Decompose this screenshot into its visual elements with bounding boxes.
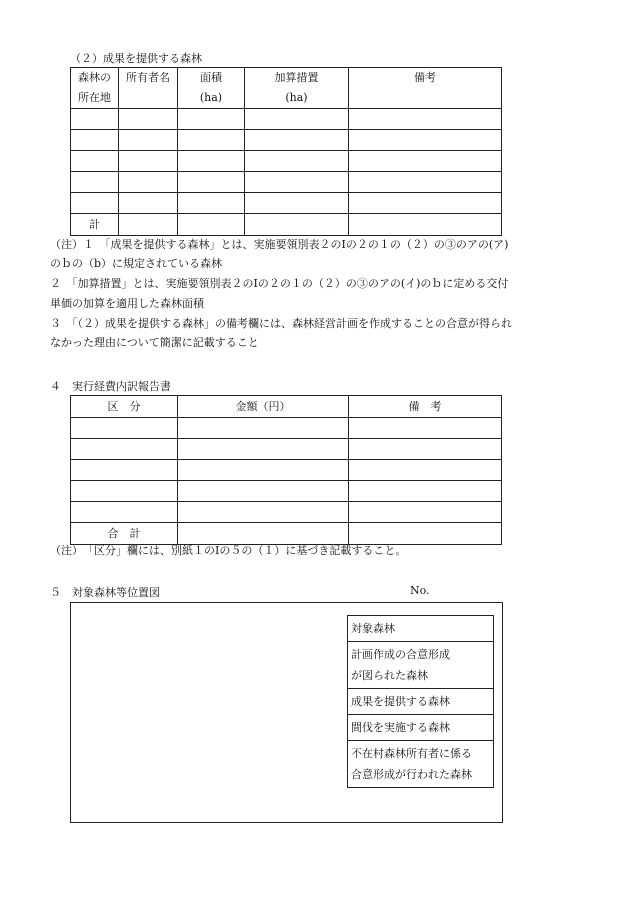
table-row [71, 172, 502, 193]
number-label: No. [410, 584, 430, 597]
note-2-line-1: ２ 「加算措置」とは、実施要領別表２のⅠの２の１の（２）の③のアの(イ)のｂに定める交付 [50, 277, 509, 290]
table-row [71, 502, 502, 523]
remarks-header: 備 考 [349, 396, 502, 418]
legend-target-forest: 対象森林 [348, 616, 494, 642]
legend-consensus-forest: 計画作成の合意形成 が図られた森林 [348, 642, 494, 689]
owner-header: 所有者名 [119, 68, 178, 109]
legend-thinning-forest: 間伐を実施する森林 [348, 715, 494, 741]
table-row [71, 418, 502, 439]
area-header: 面積 (ha) [178, 68, 245, 109]
legend-absentee-forest: 不在村森林所有者に係る 合意形成が行われた森林 [348, 741, 494, 788]
expense-section-title: ４ 実行経費内訳報告書 [50, 380, 171, 393]
table-row [71, 130, 502, 151]
map-legend [347, 615, 494, 788]
total-row [71, 214, 502, 236]
note-1-line-2: のｂの（b）に規定されている森林 [50, 257, 223, 270]
amount-header: 金額（円） [178, 396, 349, 418]
remarks-header: 備考 [349, 68, 502, 109]
table-row [71, 460, 502, 481]
map-section-title: ５ 対象森林等位置図 [50, 586, 160, 599]
expense-note: （注） 「区分」欄には、別紙１のⅠの５の（１）に基づき記載すること。 [50, 544, 407, 557]
total-label: 合 計 [71, 523, 178, 545]
location-header: 森林の 所在地 [71, 68, 119, 109]
forest-section-title: （２）成果を提供する森林 [70, 52, 202, 65]
note-3-line-2: なかった理由について簡潔に記載すること [50, 336, 259, 349]
note-3-line-1: ３ 「（２）成果を提供する森林」の備考欄には、森林経営計画を作成することの合意が得られ [50, 317, 512, 330]
table-row [71, 193, 502, 214]
note-1-line-1: （注）１ 「成果を提供する森林」とは、実施要領別表２のⅠの２の１の（２）の③のアの(ア) [50, 238, 509, 251]
table-row [71, 109, 502, 130]
category-header: 区 分 [71, 396, 178, 418]
total-label: 計 [71, 214, 119, 236]
addition-header: 加算措置 (ha) [245, 68, 349, 109]
expense-table [70, 395, 502, 545]
table-row [71, 439, 502, 460]
table-row [71, 151, 502, 172]
legend-results-forest: 成果を提供する森林 [348, 689, 494, 715]
note-2-line-2: 単価の加算を適用した森林面積 [50, 297, 204, 310]
forest-table [70, 67, 502, 236]
table-row [71, 481, 502, 502]
